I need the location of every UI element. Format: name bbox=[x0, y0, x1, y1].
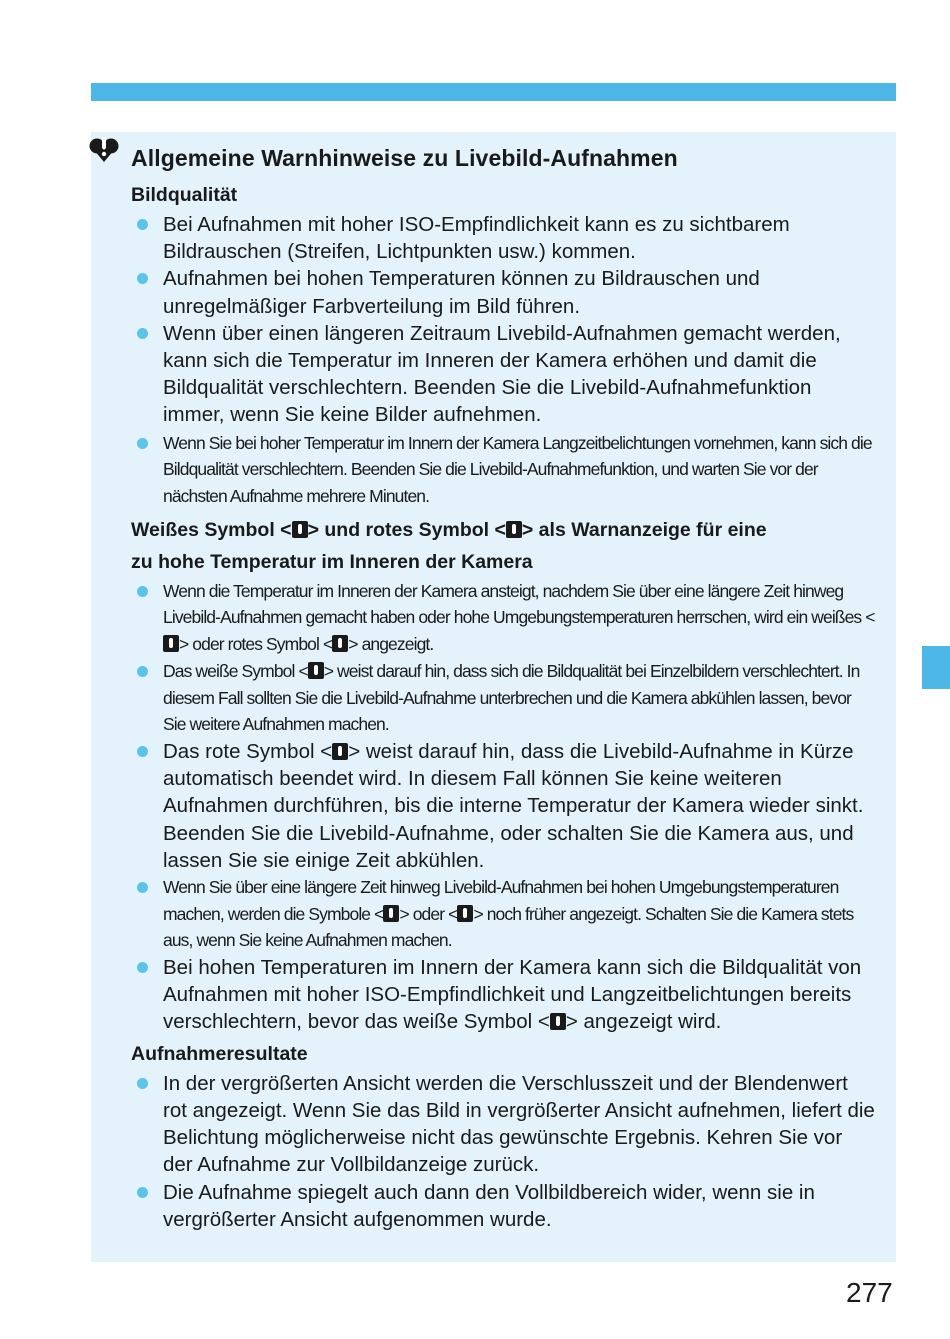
thermometer-red-icon bbox=[457, 905, 473, 922]
bullet-icon bbox=[137, 219, 148, 230]
thermometer-red-icon bbox=[332, 635, 348, 652]
list-item: Wenn Sie über eine längere Zeit hinweg Livebild-Aufnahmen bei hohen Umgebungstemperaturen machen, werden die Symbole < > oder < > noch früher angezeigt. Schalten Sie die Kamera stets aus, wenn Sie keine Aufnahmen machen. bbox=[131, 874, 876, 954]
list-item: Bei hohen Temperaturen im Innern der Kamera kann sich die Bildqualität von Aufnahmen mit hoher ISO-Empfindlichkeit und Langzeitbelichtungen bereits verschlechtern, bevor das weiße Symbol < > angezeigt wird. bbox=[131, 954, 876, 1036]
bullet-icon bbox=[137, 438, 148, 449]
list-item: In der vergrößerten Ansicht werden die Verschlusszeit und der Blendenwert rot angezeigt. Wenn Sie das Bild in vergrößerter Ansicht aufnehmen, liefert die Belichtung möglicherweise nicht das gewünschte Ergebnis. Kehren Sie vor der Aufnahme zur Vollbildanzeige zurück. bbox=[131, 1070, 876, 1179]
bullet-icon bbox=[137, 746, 148, 757]
chapter-tab bbox=[922, 646, 950, 689]
list-item: Wenn Sie bei hoher Temperatur im Innern der Kamera Langzeitbelichtungen vornehmen, kann sich die Bildqualität verschlechtern. Beenden Sie die Livebild-Aufnahmefunktion, und warten Sie vor der nächsten Aufnahme mehrere Minuten. bbox=[131, 430, 876, 510]
thermometer-white-icon bbox=[383, 905, 399, 922]
bullet-icon bbox=[137, 586, 148, 597]
thermometer-red-icon bbox=[332, 743, 348, 760]
list-item: Die Aufnahme spiegelt auch dann den Vollbildbereich wider, wenn sie in vergrößerter Ansicht aufgenommen wurde. bbox=[131, 1179, 876, 1233]
subheading-temperature-warning: Weißes Symbol < > und rotes Symbol < > als Warnanzeige für eine zu hohe Temperatur im Inneren der Kamera bbox=[131, 518, 767, 573]
bullet-icon bbox=[137, 1187, 148, 1198]
page-number: 277 bbox=[846, 1277, 893, 1308]
list-item: Das rote Symbol < > weist darauf hin, dass die Livebild-Aufnahme in Kürze automatisch beendet wird. In diesem Fall können Sie keine weiteren Aufnahmen durchführen, bis die interne Temperatur der Kamera wieder sinkt. Beenden Sie die Livebild-Aufnahme, oder schalten Sie die Kamera aus, und lassen Sie sie einige Zeit abkühlen. bbox=[131, 738, 876, 874]
content-area bbox=[131, 140, 876, 1233]
thermometer-white-icon bbox=[308, 662, 324, 679]
thermometer-white-icon bbox=[163, 635, 179, 652]
bullet-icon bbox=[137, 1078, 148, 1089]
list-item: Bei Aufnahmen mit hoher ISO-Empfindlichkeit kann es zu sichtbarem Bildrauschen (Streifen, Lichtpunkten usw.) kommen. bbox=[131, 211, 876, 265]
list-item: Wenn die Temperatur im Inneren der Kamera ansteigt, nachdem Sie über eine längere Zeit hinweg Livebild-Aufnahmen gemacht haben oder hohe Umgebungstemperaturen herrschen, wird ein weißes <> oder rotes Symbol < > angezeigt. bbox=[131, 578, 876, 658]
page-title: Allgemeine Warnhinweise zu Livebild-Aufnahmen bbox=[131, 145, 678, 171]
list-item: Wenn über einen längeren Zeitraum Livebild-Aufnahmen gemacht werden, kann sich die Temperatur im Inneren der Kamera erhöhen und damit die Bildqualität verschlechtern. Beenden Sie die Livebild-Aufnahmefunktion immer, wenn Sie keine Bilder aufnehmen. bbox=[131, 320, 876, 429]
list-temperature-warning bbox=[131, 578, 876, 1036]
bullet-icon bbox=[137, 962, 148, 973]
subheading-image-quality: Bildqualität bbox=[131, 184, 238, 206]
top-accent-bar bbox=[91, 83, 896, 101]
thermometer-white-icon bbox=[292, 521, 308, 538]
bullet-icon bbox=[137, 666, 148, 677]
thermometer-red-icon bbox=[506, 521, 522, 538]
bullet-icon bbox=[137, 328, 148, 339]
list-image-quality bbox=[131, 211, 876, 510]
thermometer-white-icon bbox=[550, 1013, 566, 1030]
list-results bbox=[131, 1070, 876, 1233]
subheading-results: Aufnahmeresultate bbox=[131, 1042, 308, 1065]
caution-icon bbox=[89, 133, 119, 163]
list-item: Das weiße Symbol < > weist darauf hin, dass sich die Bildqualität bei Einzelbildern verschlechtert. In diesem Fall sollten Sie die Livebild-Aufnahme unterbrechen und die Kamera abkühlen lassen, bevor Sie weitere Aufnahmen machen. bbox=[131, 658, 876, 738]
bullet-icon bbox=[137, 273, 148, 284]
list-item: Aufnahmen bei hohen Temperaturen können zu Bildrauschen und unregelmäßiger Farbverteilung im Bild führen. bbox=[131, 265, 876, 319]
bullet-icon bbox=[137, 882, 148, 893]
